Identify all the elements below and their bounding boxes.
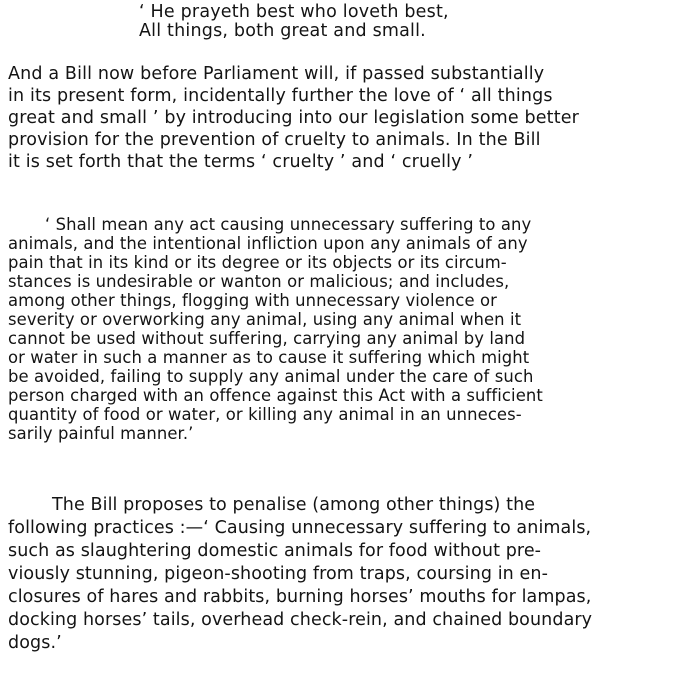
text-line: among other things, flogging with unnecessary violence or: [8, 291, 497, 310]
text-line: stances is undesirable or wanton or malicious; and includes,: [8, 272, 510, 291]
text-line: ‘ Shall mean any act causing unnecessary suffering to any: [45, 215, 532, 234]
text-line: viously stunning, pigeon-shooting from traps, coursing in en-: [8, 564, 548, 584]
text-line: cannot be used without suffering, carrying any animal by land: [8, 329, 526, 348]
text-line: following practices :—‘ Causing unnecessary suffering to animals,: [8, 518, 592, 538]
text-line: in its present form, incidentally further the love of ‘ all things: [8, 86, 553, 106]
verse-line: ‘ He prayeth best who loveth best,: [139, 2, 449, 22]
text-line: sarily painful manner.’: [8, 424, 194, 443]
text-line: be avoided, failing to supply any animal under the care of such: [8, 367, 534, 386]
text-line: such as slaughtering domestic animals for food without pre-: [8, 541, 542, 561]
text-line: or water in such a manner as to cause it suffering which might: [8, 348, 530, 367]
text-line: great and small ’ by introducing into our legislation some better: [8, 108, 579, 128]
text-line: The Bill proposes to penalise (among other things) the: [52, 495, 536, 515]
text-line: And a Bill now before Parliament will, if passed substantially: [8, 64, 545, 84]
text-line: person charged with an offence against this Act with a sufficient: [8, 386, 543, 405]
text-line: animals, and the intentional infliction upon any animals of any: [8, 234, 528, 253]
text-line: severity or overworking any animal, using any animal when it: [8, 310, 522, 329]
text-line: dogs.’: [8, 633, 62, 653]
text-line: provision for the prevention of cruelty to animals. In the Bill: [8, 130, 541, 150]
text-line: closures of hares and rabbits, burning horses’ mouths for lampas,: [8, 587, 592, 607]
text-line: quantity of food or water, or killing any animal in an unneces-: [8, 405, 522, 424]
text-line: it is set forth that the terms ‘ cruelty ’ and ‘ cruelly ’: [8, 152, 474, 172]
text-line: docking horses’ tails, overhead check-rein, and chained boundary: [8, 610, 593, 630]
verse-line: All things, both great and small.: [139, 21, 426, 41]
text-line: pain that in its kind or its degree or its objects or its circum-: [8, 253, 507, 272]
